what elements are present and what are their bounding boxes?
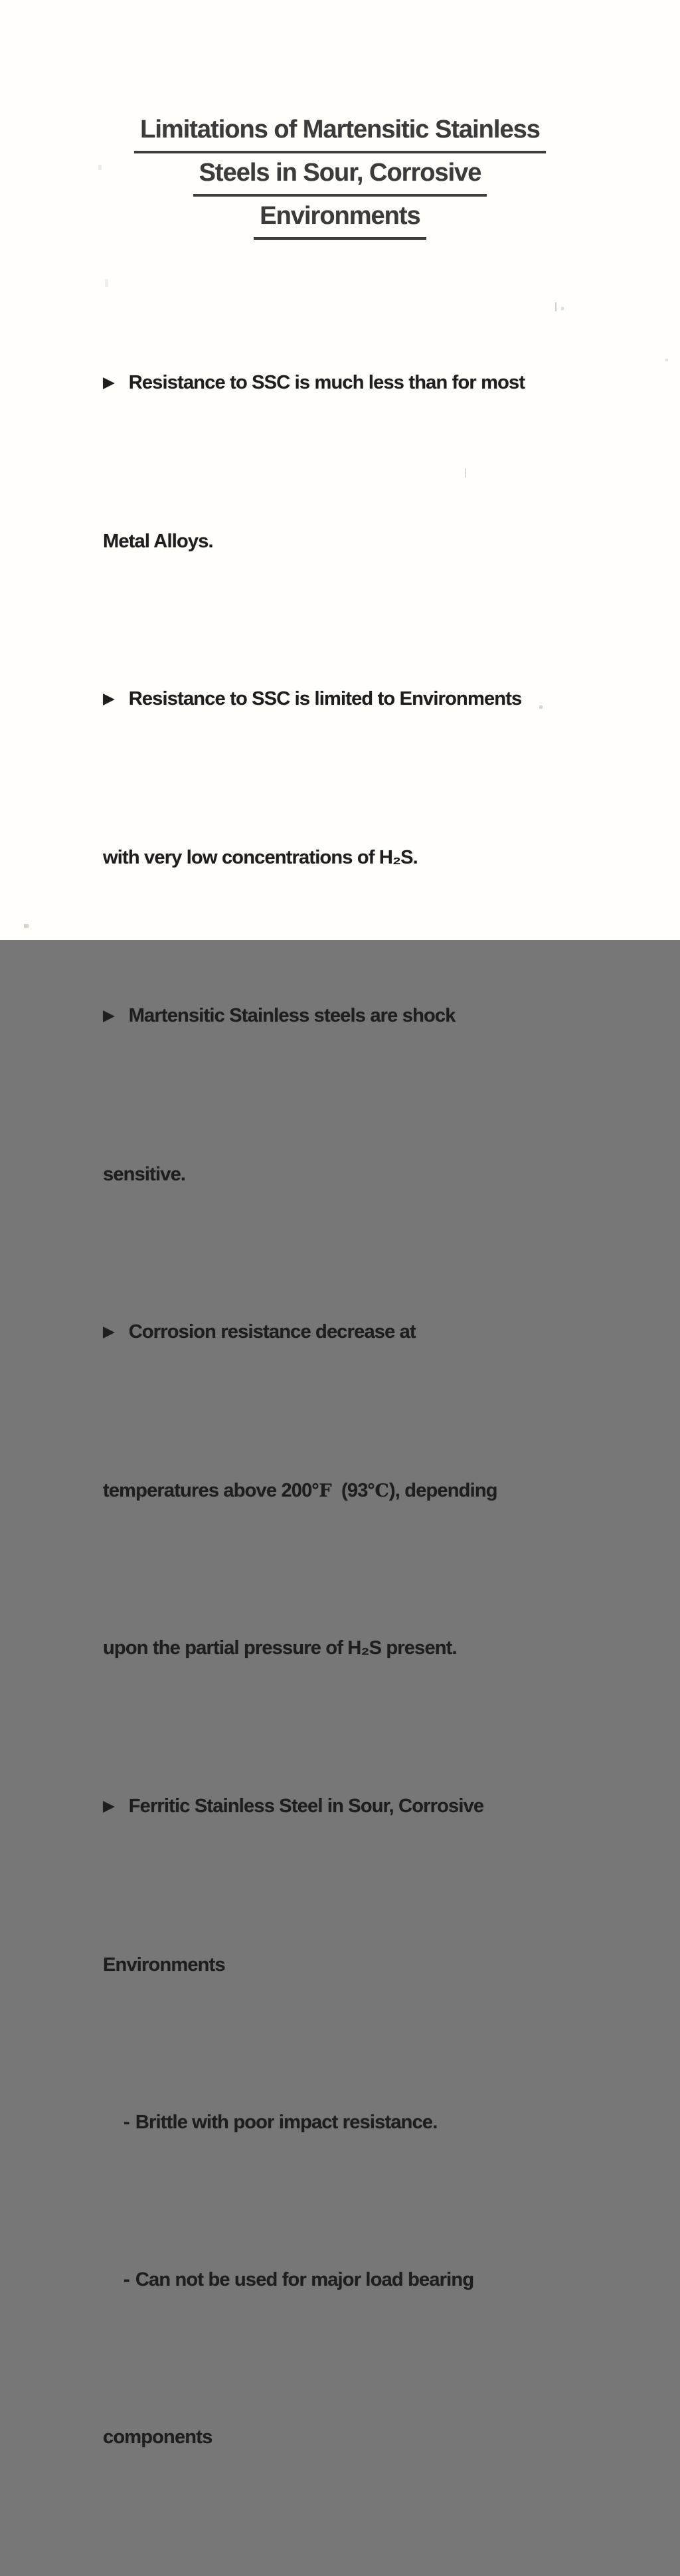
scan-speck: [105, 279, 108, 287]
bullet-line: [103, 996, 594, 1037]
continuation-line: [103, 1946, 594, 1985]
scan-speck: [24, 924, 29, 928]
bullet-text: Resistance to SSC is limited to Environments: [128, 688, 522, 710]
bullet-triangle-icon: ▶: [103, 1006, 115, 1024]
title-line-1: Limitations of Martensitic Stainless: [0, 110, 680, 153]
title-line-2: Steels in Sour, Corrosive: [0, 153, 680, 197]
bullet-line: [103, 1787, 594, 1827]
bullet-line: [103, 363, 594, 404]
bullet-line: [103, 680, 594, 720]
bullet-text: sensitive.: [103, 1163, 186, 1185]
bullet-text: ), depending: [388, 1480, 497, 1502]
continuation-line: [103, 1629, 594, 1668]
sub-bullet-text: Can not be used for major load bearing: [135, 2269, 474, 2291]
scan-speck: [555, 302, 556, 312]
bullet-text: Martensitic Stainless steels are shock: [128, 1004, 456, 1026]
document-title: [0, 110, 680, 240]
title-line-3: Environments: [0, 197, 680, 240]
bullet-triangle-icon: ▶: [103, 1797, 115, 1815]
scan-speck: [665, 359, 668, 361]
bullet-text: Corrosion resistance decrease at: [128, 1321, 416, 1343]
fahrenheit-glyph: ℉: [311, 1481, 332, 1502]
bullet-triangle-icon: ▶: [103, 373, 115, 391]
celsius-glyph: ℃: [367, 1481, 389, 1502]
bullet-text: Resistance to SSC is much less than for most: [128, 371, 525, 393]
document-body: [103, 245, 594, 2576]
bullet-text: Ferritic Stainless Steel in Sour, Corrosive: [128, 1795, 484, 1817]
dash-marker: -: [124, 2269, 129, 2291]
continuation-line: [103, 522, 594, 561]
scan-speck: [98, 165, 102, 170]
continuation-line-temperature: [103, 1471, 594, 1511]
bullet-line: [103, 1313, 594, 1353]
sub-bullet-text: Brittle with poor impact resistance.: [135, 2111, 438, 2133]
bullet-text: (93: [331, 1480, 368, 1502]
bullet-text: with very low concentrations of H₂S.: [103, 847, 418, 869]
bullet-triangle-icon: ▶: [103, 690, 115, 708]
continuation-line: [103, 838, 594, 877]
continuation-line: [103, 2418, 594, 2457]
bullet-triangle-icon: ▶: [103, 1323, 115, 1341]
bullet-text: Metal Alloys.: [103, 531, 213, 553]
bullet-text: temperatures above 200: [103, 1480, 312, 1502]
scan-speck: [561, 307, 564, 310]
sub-bullet-line: [103, 2260, 594, 2300]
continuation-line: [103, 1155, 594, 1194]
sub-bullet-line: [103, 2103, 594, 2142]
scan-speck: [465, 468, 466, 478]
scan-speck: [539, 705, 543, 709]
bullet-text: components: [103, 2427, 212, 2448]
dash-marker: -: [124, 2111, 129, 2133]
bullet-text: upon the partial pressure of H₂S present.: [103, 1637, 457, 1659]
bullet-text: Environments: [103, 1954, 225, 1976]
